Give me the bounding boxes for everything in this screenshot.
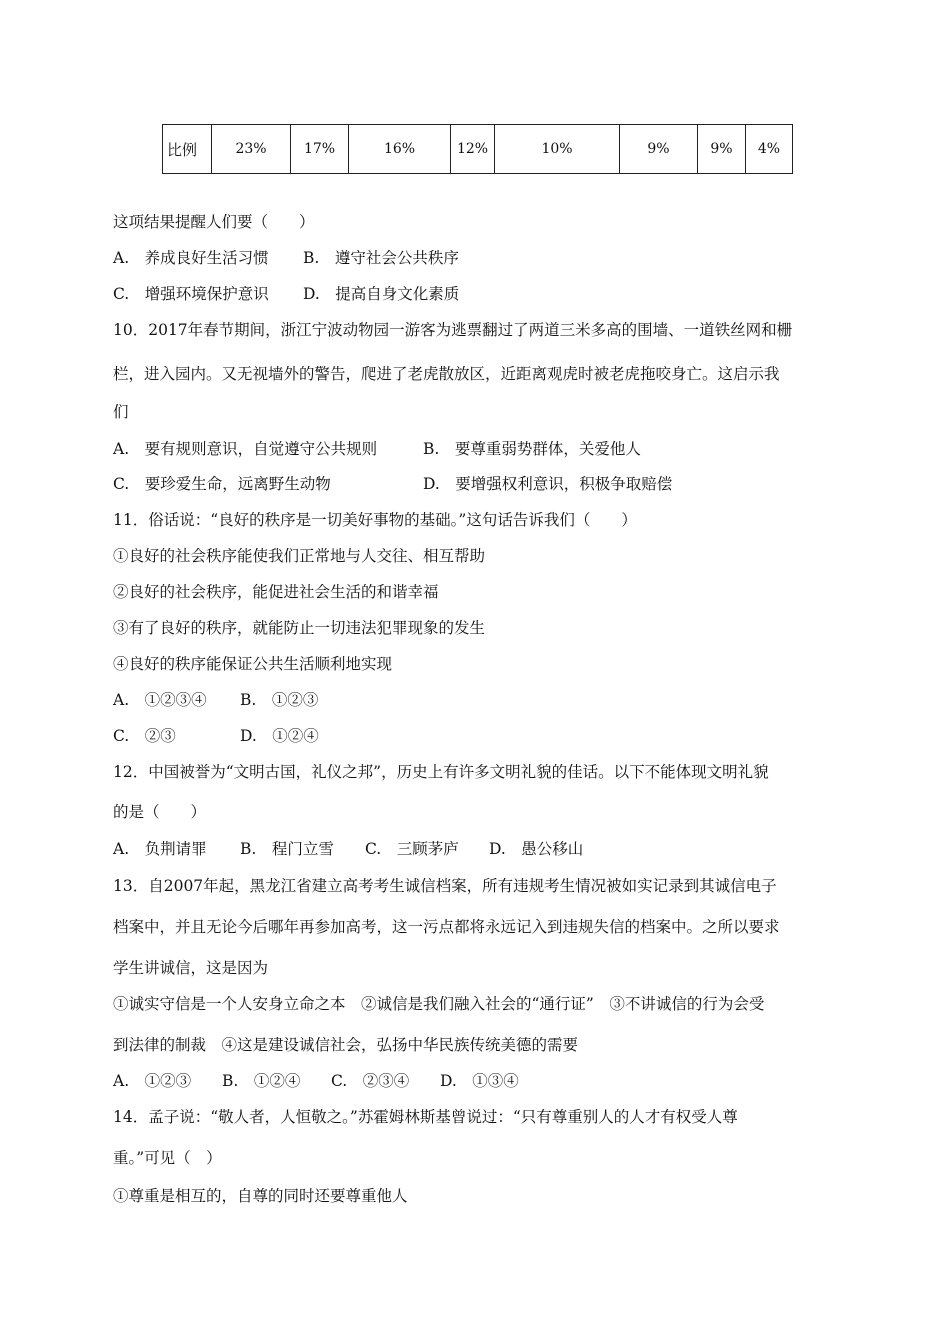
q13-line: ①诚实守信是一个人安身立命之本 ②诚信是我们融入社会的“通行证” ③不讲诚信的行为会受 xyxy=(113,995,765,1013)
q11-item: ②良好的社会秩序，能促进社会生活的和谐幸福 xyxy=(113,583,439,601)
q10-option-b: B. 要尊重弱势群体，关爱他人 xyxy=(423,440,641,458)
table-cell: 12% xyxy=(451,125,495,174)
table-row-label: 比例 xyxy=(163,125,212,174)
q10-option-a: A. 要有规则意识，自觉遵守公共规则 xyxy=(113,440,378,458)
q13-line: 13．自2007年起，黑龙江省建立高考考生诚信档案，所有违规考生情况被如实记录到其诚信电子 xyxy=(113,877,777,895)
q12-option-b: B. 程门立雪 xyxy=(240,840,334,858)
q10-line: 们 xyxy=(113,403,129,421)
q12-option-d: D. 愚公移山 xyxy=(489,840,584,858)
table-cell: 16% xyxy=(349,125,451,174)
q14-line: 重。”可见（ ） xyxy=(113,1149,222,1167)
table-row xyxy=(163,125,793,174)
q11-item: ③有了良好的秩序，就能防止一切违法犯罪现象的发生 xyxy=(113,619,486,637)
q13-line: 学生讲诚信，这是因为 xyxy=(113,959,269,977)
table-cell: 17% xyxy=(291,125,349,174)
q9-option-a: A. 养成良好生活习惯 xyxy=(113,249,269,267)
q11-item: ①良好的社会秩序能使我们正常地与人交往、相互帮助 xyxy=(113,547,486,565)
q9-option-b: B. 遵守社会公共秩序 xyxy=(303,249,459,267)
q14-item: ①尊重是相互的，自尊的同时还要尊重他人 xyxy=(113,1187,408,1205)
q10-option-c: C. 要珍爱生命，远离野生动物 xyxy=(113,475,331,493)
q12-line: 的是（ ） xyxy=(113,803,207,821)
q10-option-d: D. 要增强权利意识，积极争取赔偿 xyxy=(423,475,673,493)
q9-option-c: C. 增强环境保护意识 xyxy=(113,285,269,303)
table-cell: 4% xyxy=(746,125,793,174)
q13-option-b: B. ①②④ xyxy=(222,1072,301,1090)
q13-line: 到法律的制裁 ④这是建设诚信社会，弘扬中华民族传统美德的需要 xyxy=(113,1036,579,1054)
q13-option-d: D. ①③④ xyxy=(440,1072,519,1090)
q13-option-a: A. ①②③ xyxy=(113,1072,192,1090)
q13-option-c: C. ②③④ xyxy=(331,1072,410,1090)
q11-item: ④良好的秩序能保证公共生活顺利地实现 xyxy=(113,655,393,673)
q9-stem: 这项结果提醒人们要（ ） xyxy=(113,213,315,231)
q14-line: 14．孟子说：“敬人者，人恒敬之。”苏霍姆林斯基曾说过：“只有尊重别人的人才有权受人尊 xyxy=(113,1108,738,1126)
q11-option-d: D. ①②④ xyxy=(240,727,319,745)
table-cell: 10% xyxy=(495,125,620,174)
q11-option-b: B. ①②③ xyxy=(240,691,319,709)
q9-option-d: D. 提高自身文化素质 xyxy=(303,285,460,303)
q12-line: 12．中国被誉为“文明古国，礼仪之邦”，历史上有许多文明礼貌的佳话。以下不能体现文明礼貌 xyxy=(113,763,769,781)
table-cell: 23% xyxy=(212,125,291,174)
table-cell: 9% xyxy=(698,125,746,174)
q10-line: 10．2017年春节期间，浙江宁波动物园一游客为逃票翻过了两道三米多高的围墙、一道铁丝网和栅 xyxy=(113,321,793,339)
q10-line: 栏，进入园内。又无视墙外的警告，爬进了老虎散放区，近距离观虎时被老虎拖咬身亡。这启示我 xyxy=(113,365,780,383)
q11-option-a: A. ①②③④ xyxy=(113,691,207,709)
q12-option-a: A. 负荆请罪 xyxy=(113,840,207,858)
table-cell: 9% xyxy=(620,125,698,174)
q13-line: 档案中，并且无论今后哪年再参加高考，这一污点都将永远记入到违规失信的档案中。之所以要求 xyxy=(113,918,780,936)
q11-stem: 11．俗话说：“良好的秩序是一切美好事物的基础。”这句话告诉我们（ ） xyxy=(113,511,637,529)
q11-option-c: C. ②③ xyxy=(113,727,176,745)
q12-option-c: C. 三顾茅庐 xyxy=(365,840,459,858)
ratio-table xyxy=(162,124,793,174)
